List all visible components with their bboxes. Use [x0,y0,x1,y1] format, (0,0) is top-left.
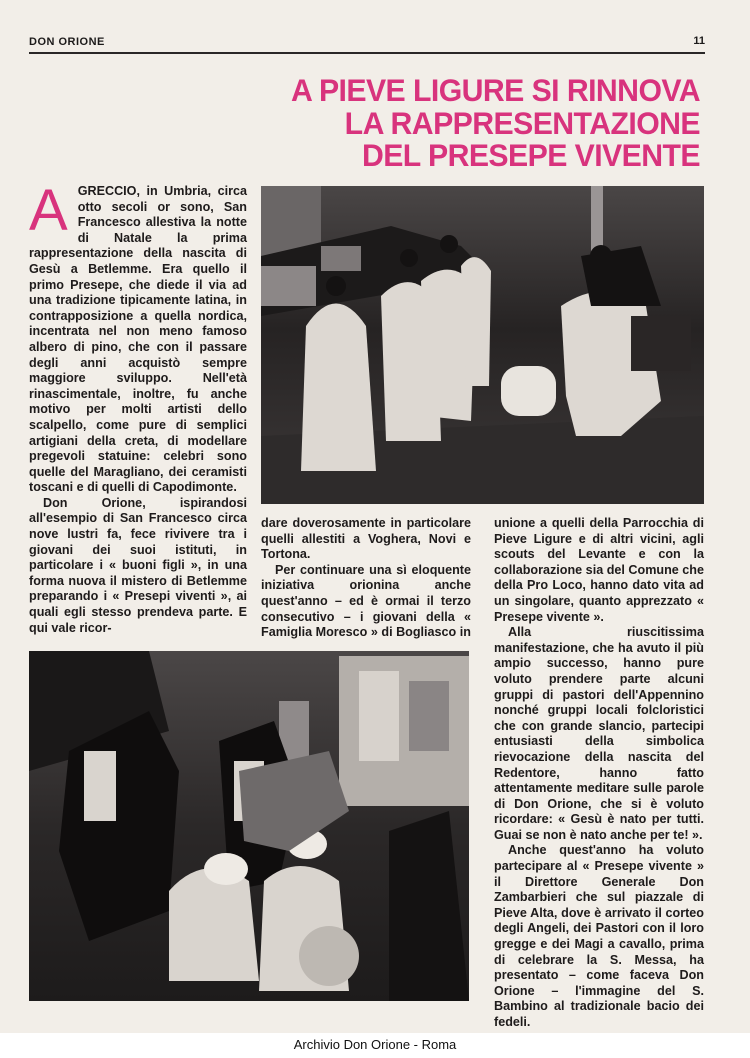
article-column-1 [29,178,247,636]
headline-line-1: A PIEVE LIGURE SI RINNOVA [290,72,700,108]
paragraph-1 [29,178,247,496]
drop-cap: A [29,178,68,243]
paragraph-4: Per continuare una sì eloquente iniziativa orionina anche quest'anno – ed è ormai il terzo consecutivo – i giovani della « Famiglia Moresco » di Bogliasco in [261,562,471,640]
paragraph-5: unione a quelli della Parrocchia di Pieve Ligure e di altri vicini, agli scouts del Levante e con la collaborazione sia del Comune che della Pro Loco, hanno dato vita ad un singolare, quanto apprezzato « Presepe vivente ». [494,516,704,624]
procession-photo [261,186,704,504]
article-column-2 [261,516,471,641]
page-number: 11 [693,35,705,47]
magi-photo-image [29,651,469,1001]
paragraph-1-text: GRECCIO, in Umbria, circa otto secoli or sono, San Francesco allestiva la notte di Natale la prima rappresentazione della nascita di Gesù a Betlemme. Era quello il primo Presepe, che diede il via ad una tradizione tipicamente latina, in contrapposizione a quella nordica, incentrata nel non meno famoso albero di pino, che con il passare degli anni acquistò sempre maggiore sviluppo. Nell'età rinascimentale, inoltre, fu anche motivo per molti artisti dello scalpello, come pure di semplici artigiani della creta, di modellare pregevoli statuine: celebri sono quelle del Maragliano, dei ceramisti toscani e di quelli di Capodimonte. [29,184,247,495]
paragraph-6: Alla riuscitissima manifestazione, che ha avuto il più ampio successo, hanno pure voluto prendere parte alcuni gruppi di pastori dell'Appennino nonché gruppi locali folcloristici che con grande slancio, partecipi entusiasti della simbolica rievocazione della nascita del Redentore, hanno fatto attentamente meditare sulle parole di Don Orione, che si è voluto ricordare: « Gesù è nato per tutti. Guai se non è nato anche per te! ». [494,625,704,842]
procession-photo-image [261,186,704,504]
header-rule [29,52,705,54]
paragraph-3: dare doverosamente in particolare quelli allestiti a Voghera, Novi e Tortona. [261,516,471,562]
paragraph-2: Don Orione, ispirandosi all'esempio di San Francesco circa nove lustri fa, fece rivivere tra i giovani dei suoi istituti, in particolare i « buoni figli », in una forma nuova il mistero di Betlemme preparando i « Presepi viventi », ai quali egli stesso prendeva parte. E qui vale ricor- [29,495,247,635]
magi-photo [29,651,469,1001]
headline [220,74,700,172]
headline-line-2: LA RAPPRESENTAZIONE [344,104,700,141]
archive-footer: Archivio Don Orione - Roma [0,1033,750,1058]
paragraph-7: Anche quest'anno ha voluto partecipare al « Presepe vivente » il Direttore Generale Don Zambarbieri che sul piazzale di Pieve Alta, dove è arrivato il corteo degli Angeli, dei Pastori con il loro gregge e dei Magi a cavallo, prima di celebrare la S. Messa, ha presentato – come faceva Don Orione – l'immagine del S. Bambino al tradizionale bacio dei fedeli. [494,843,704,1029]
article-column-3 [494,516,704,1031]
headline-line-3: DEL PRESEPE VIVENTE [361,137,700,173]
masthead: DON ORIONE [29,36,105,48]
